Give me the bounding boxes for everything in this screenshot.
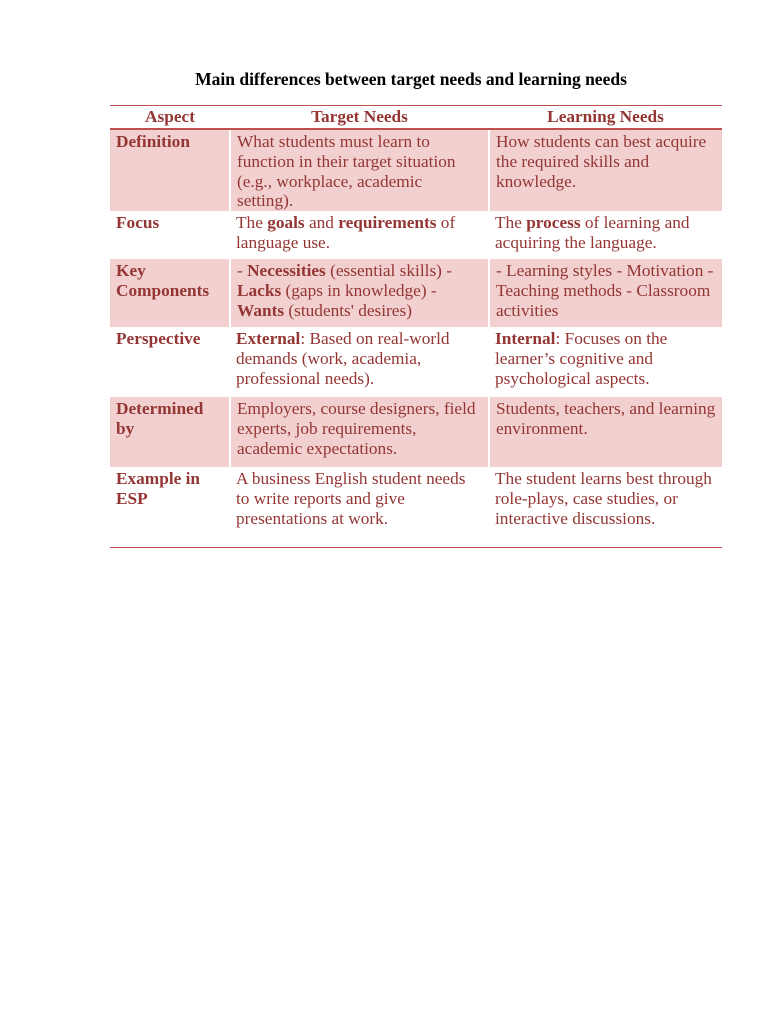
- aspect-cell: Perspective: [116, 329, 201, 349]
- header-row: [110, 106, 722, 130]
- header-target-needs: Target Needs: [230, 106, 489, 130]
- target-needs-cell: The goals and requirements of language use.: [236, 213, 456, 252]
- target-needs-cell: Employers, course designers, field experts, job requirements, academic expectations.: [230, 397, 489, 467]
- learning-needs-cell: The student learns best through role-plays, case studies, or interactive discussions.: [489, 467, 722, 548]
- aspect-cell: Focus: [116, 213, 160, 233]
- target-needs-cell: A business English student needs to write reports and give presentations at work.: [230, 467, 489, 548]
- learning-needs-cell: How students can best acquire the required skills and knowledge.: [489, 129, 722, 211]
- header-aspect: Aspect: [110, 106, 230, 130]
- learning-needs-cell: Students, teachers, and learning environment.: [489, 397, 722, 467]
- table-row: [110, 397, 722, 467]
- target-needs-cell: - Necessities (essential skills) - Lacks (gaps in knowledge) - Wants (students' desires): [230, 259, 489, 327]
- learning-needs-cell: Internal: Focuses on the learner’s cognitive and psychological aspects.: [495, 329, 668, 388]
- aspect-cell: Example in ESP: [110, 467, 230, 548]
- table-header: [110, 106, 722, 130]
- table-row: [110, 467, 722, 548]
- table-row: [110, 259, 722, 327]
- learning-needs-cell: The process of learning and acquiring the language.: [495, 213, 690, 252]
- learning-needs-cell: - Learning styles - Motivation - Teaching methods - Classroom activities: [489, 259, 722, 327]
- header-learning-needs: Learning Needs: [489, 106, 722, 130]
- comparison-table: [110, 105, 722, 548]
- table-row: [110, 129, 722, 211]
- aspect-cell: Key Components: [110, 259, 230, 327]
- target-needs-cell: External: Based on real-world demands (work, academia, professional needs).: [236, 329, 450, 388]
- aspect-cell: Definition: [110, 129, 230, 211]
- page-title: Main differences between target needs and learning needs: [195, 69, 627, 89]
- table-row: [110, 211, 722, 259]
- table-row: [110, 327, 722, 397]
- target-needs-cell: What students must learn to function in their target situation (e.g., workplace, academic setting).: [230, 129, 489, 211]
- aspect-cell: Determined by: [110, 397, 230, 467]
